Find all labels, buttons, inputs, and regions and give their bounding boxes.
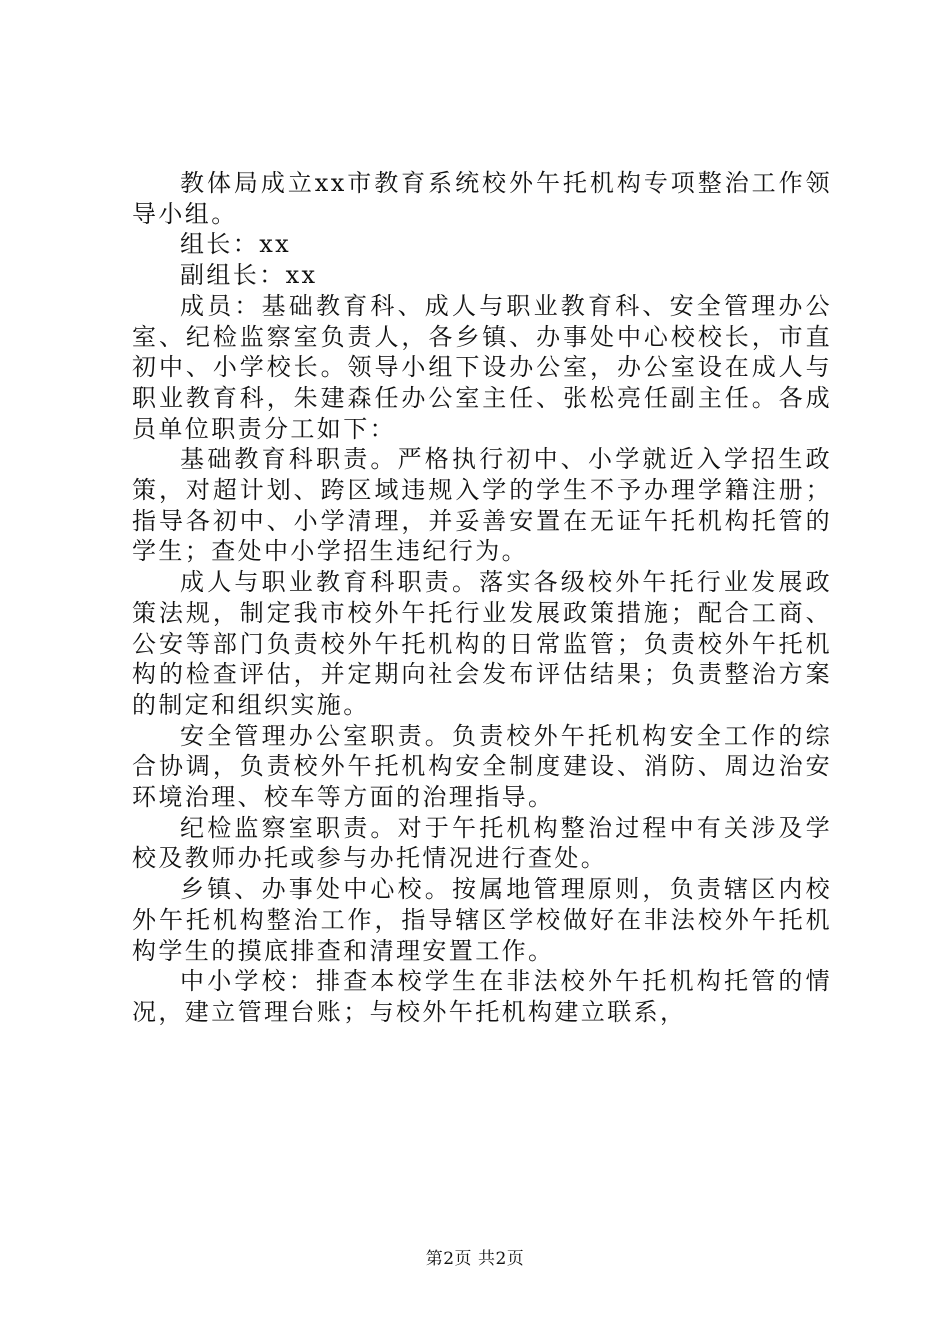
paragraph-group-leader: 组长：xx	[180, 230, 292, 259]
paragraph-safety-office: 安全管理办公室职责。负责校外午托机构安全工作的综合协调，负责校外午托机构安全制度建设、消防、周边治安环境治理、校车等方面的治理指导。	[132, 721, 832, 812]
paragraph-members: 成员：基础教育科、成人与职业教育科、安全管理办公室、纪检监察室负责人，各乡镇、办事处中心校校长，市直初中、小学校长。领导小组下设办公室，办公室设在成人与职业教育科，朱建森任办公室主任、张松亮任副主任。各成员单位职责分工如下：	[132, 291, 832, 443]
page-footer: 第2页 共2页	[425, 1249, 525, 1269]
paragraph-adult-vocational: 成人与职业教育科职责。落实各级校外午托行业发展政策法规，制定我市校外午托行业发展政策措施；配合工商、公安等部门负责校外午托机构的日常监管；负责校外午托机构的检查评估，并定期向社会发布评估结果；负责整治方案的制定和组织实施。	[132, 568, 832, 719]
paragraph-schools: 中小学校：排查本校学生在非法校外午托机构托管的情况，建立管理台账；与校外午托机构建立联系，	[132, 967, 832, 1026]
paragraph-basic-education: 基础教育科职责。严格执行初中、小学就近入学招生政策，对超计划、跨区域违规入学的学生不予办理学籍注册；指导各初中、小学清理，并妥善安置在无证午托机构托管的学生；查处中小学招生违纪行为。	[132, 445, 832, 566]
document-body	[132, 168, 832, 1028]
paragraph-leading-group: 教体局成立xx市教育系统校外午托机构专项整治工作领导小组。	[132, 169, 832, 228]
paragraph-township-centers: 乡镇、办事处中心校。按属地管理原则，负责辖区内校外午托机构整治工作，指导辖区学校做好在非法校外午托机构学生的摸底排查和清理安置工作。	[132, 875, 832, 965]
paragraph-discipline-office: 纪检监察室职责。对于午托机构整治过程中有关涉及学校及教师办托或参与办托情况进行查处。	[132, 813, 832, 873]
paragraph-deputy-leader: 副组长：xx	[180, 261, 318, 290]
